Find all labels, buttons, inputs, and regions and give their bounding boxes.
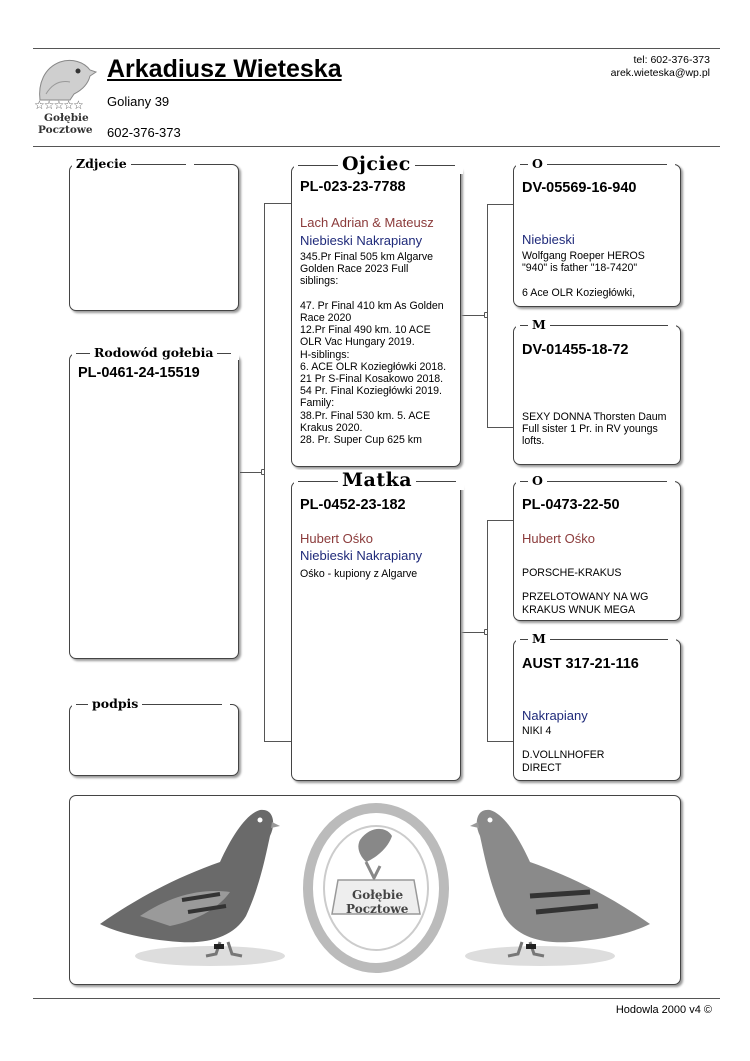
father-father-color: Niebieski [522,232,575,247]
mother-mother-legend-text: M [532,631,546,646]
mother-mother-description: NIKI 4 D.VOLLNHOFER DIRECT [522,725,605,774]
connector [487,427,513,428]
logo-text-2: Pocztowe [38,124,93,136]
mother-color: Niebieski Nakrapiany [300,548,423,563]
father-mother-legend [516,318,676,332]
mother-father-legend-text: O [532,473,543,488]
mother-father-description: PORSCHE-KRAKUS PRZELOTOWANY NA WG KRAKUS WNUK MEGA [522,567,649,616]
father-box [291,165,461,467]
mother-mother-ring: AUST 317-21-116 [522,656,639,672]
father-father-description: Wolfgang Roeper HEROS "940" is father "18-7420" 6 Ace OLR Koziegłówki, [522,250,645,299]
mother-father-ring: PL-0473-22-50 [522,497,620,513]
top-rule [33,48,720,49]
mother-mother-legend [516,632,676,646]
connector [487,741,513,742]
father-mother-ring: DV-01455-18-72 [522,342,629,358]
breeder-name: Arkadiusz Wieteska [107,55,342,83]
father-mother-description: SEXY DONNA Thorsten Daum Full sister 1 Pr. in RV youngs lofts. [522,411,667,448]
father-description: 345.Pr Final 505 km Algarve Golden Race 2023 Full siblings: 47. Pr Final 410 km As Golden Race 2020 12.Pr Final 490 km. 10 ACE OLR Vac Hungary 2019. H-siblings: 6. ACE OLR Koziegłówki 2018. 21 Pr S-Final Kosakowo 2018. 54 Pr. Final Koziegłówki 2019. Family: 38.Pr. Final 530 km. 5. ACE Krakus 2020. 28. Pr. Super Cup 625 km [300,251,447,447]
pigeon-head-icon [30,54,100,104]
mother-ring: PL-0452-23-182 [300,497,406,513]
photo-legend-text: Zdjecie [76,156,127,171]
pedigree-box [69,353,239,659]
mother-mother-color: Nakrapiany [522,708,588,723]
pedigree-ring: PL-0461-24-15519 [78,365,200,381]
breeder-address: Goliany 39 [107,94,170,109]
father-father-box [513,164,681,307]
connector [487,520,513,521]
father-mother-box [513,325,681,465]
contact-tel: tel: 602-376-373 [633,54,710,66]
father-legend [294,154,463,174]
pigeon-right-icon [465,810,650,966]
photo-legend [72,157,194,171]
signature-box [69,704,239,776]
father-father-legend [516,157,675,171]
pedigree-legend-text: Rodowód gołebia [94,345,214,360]
footer-rule [33,998,720,999]
mother-legend [294,470,464,490]
logo [30,54,100,136]
footer-text: Hodowla 2000 v4 © [615,1004,712,1016]
signature-legend [72,697,230,711]
photo-box [69,164,239,311]
mother-mother-box [513,639,681,781]
connector [264,203,291,204]
logo-stars: ☆☆☆☆☆ [34,98,83,112]
mother-father-legend [516,474,675,488]
banner-box [69,795,681,985]
breeder-phone: 602-376-373 [107,125,181,140]
mother-legend-text: Matka [342,469,413,491]
connector [487,520,488,741]
father-legend-text: Ojciec [342,153,411,175]
mother-owner: Hubert Ośko [300,531,373,546]
father-mother-legend-text: M [532,317,546,332]
banner-logo-text-2: Pocztowe [346,902,409,916]
connector [264,203,265,741]
contact-email: arek.wieteska@wp.pl [610,67,710,79]
father-ring: PL-023-23-7788 [300,179,406,195]
pigeon-left-icon [100,810,285,966]
connector [487,204,513,205]
father-owner: Lach Adrian & Mateusz [300,215,434,230]
mother-description: Ośko - kupiony z Algarve [300,568,418,580]
mother-father-box [513,481,681,621]
mother-father-owner: Hubert Ośko [522,531,595,546]
mother-box [291,481,461,781]
banner-logo-text-1: Gołębie [352,888,404,902]
father-father-ring: DV-05569-16-940 [522,180,637,196]
signature-legend-text: podpis [92,696,139,711]
father-color: Niebieski Nakrapiany [300,233,423,248]
header-rule [33,146,720,147]
connector [264,741,291,742]
logo-text-1: Gołębie [44,112,89,124]
connector [487,204,488,427]
pedigree-legend [72,346,239,360]
father-father-legend-text: O [532,156,543,171]
